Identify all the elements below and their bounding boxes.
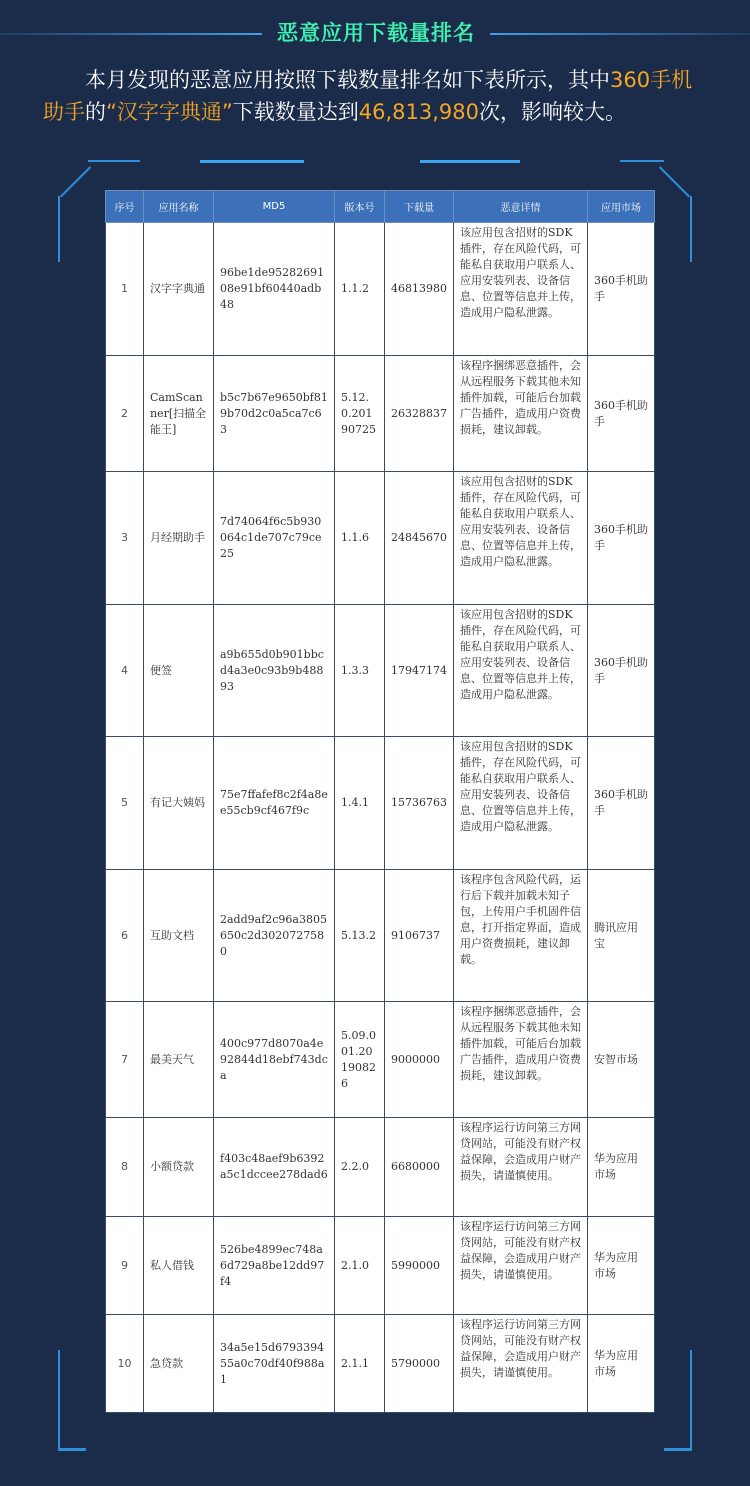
frame-top-segment-4	[620, 160, 664, 162]
intro-market-highlight: 360手机助手	[43, 68, 693, 124]
col-header-index: 序号	[106, 191, 144, 223]
cell-detail: 该程序运行访问第三方网贷网站，可能没有财产权益保障，会造成用户财产损失，请谨慎使用。	[454, 1315, 588, 1413]
intro-text-3: 下载数量达到	[232, 100, 359, 124]
cell-app-name: 便签	[144, 605, 214, 737]
cell-downloads: 5790000	[385, 1315, 454, 1413]
frame-corner-top-right	[659, 166, 690, 197]
cell-app-name: 有记大姨妈	[144, 737, 214, 870]
cell-market: 华为应用市场	[588, 1118, 655, 1217]
cell-downloads: 9106737	[385, 870, 454, 1002]
cell-detail: 该应用包含招财的SDK插件，存在风险代码，可能私自获取用户联系人、应用安装列表、设备信息、位置等信息并上传，造成用户隐私泄露。	[454, 223, 588, 356]
cell-index: 8	[106, 1118, 144, 1217]
cell-version: 5.13.2	[335, 870, 385, 1002]
cell-market: 360手机助手	[588, 737, 655, 870]
intro-text-2: 的	[85, 100, 106, 124]
frame-bottom-segment-right	[664, 1448, 692, 1451]
cell-downloads: 6680000	[385, 1118, 454, 1217]
intro-paragraph	[43, 64, 713, 128]
cell-detail: 该程序捆绑恶意插件，会从远程服务下载其他未知插件加载，可能后台加载广告插件，造成用户资费损耗，建议卸载。	[454, 1002, 588, 1118]
frame-top-segment-1	[88, 160, 140, 162]
cell-md5: 2add9af2c96a3805650c2d3020727580	[214, 870, 335, 1002]
intro-text-4: 次，影响较大。	[479, 100, 627, 124]
cell-index: 6	[106, 870, 144, 1002]
cell-version: 1.1.6	[335, 472, 385, 605]
cell-detail: 该程序运行访问第三方网贷网站，可能没有财产权益保障，会造成用户财产损失，请谨慎使用。	[454, 1217, 588, 1315]
cell-market: 360手机助手	[588, 356, 655, 472]
table-row	[106, 1118, 655, 1217]
table-row	[106, 472, 655, 605]
frame-left-bracket-top	[58, 196, 60, 262]
table-header-row	[106, 191, 655, 223]
cell-version: 2.1.0	[335, 1217, 385, 1315]
col-header-market: 应用市场	[588, 191, 655, 223]
cell-downloads: 15736763	[385, 737, 454, 870]
table-row	[106, 737, 655, 870]
table-row	[106, 870, 655, 1002]
cell-market: 360手机助手	[588, 605, 655, 737]
frame-top-segment-2	[200, 160, 304, 163]
col-header-app-name: 应用名称	[144, 191, 214, 223]
cell-index: 9	[106, 1217, 144, 1315]
table-row	[106, 1315, 655, 1413]
cell-md5: 400c977d8070a4e92844d18ebf743dca	[214, 1002, 335, 1118]
table-row	[106, 1217, 655, 1315]
cell-market: 腾讯应用宝	[588, 870, 655, 1002]
cell-downloads: 9000000	[385, 1002, 454, 1118]
frame-right-bracket-bottom	[690, 1350, 692, 1450]
table-row	[106, 356, 655, 472]
cell-app-name: CamScanner[扫描全能王]	[144, 356, 214, 472]
frame-right-bracket-top	[690, 196, 692, 262]
cell-index: 2	[106, 356, 144, 472]
cell-index: 10	[106, 1315, 144, 1413]
cell-version: 2.2.0	[335, 1118, 385, 1217]
cell-market: 360手机助手	[588, 223, 655, 356]
cell-detail: 该应用包含招财的SDK插件，存在风险代码，可能私自获取用户联系人、应用安装列表、设备信息、位置等信息并上传，造成用户隐私泄露。	[454, 737, 588, 870]
intro-count-highlight: 46,813,980	[358, 100, 480, 124]
cell-md5: f403c48aef9b6392a5c1dccee278dad6	[214, 1118, 335, 1217]
cell-app-name: 急贷款	[144, 1315, 214, 1413]
title-divider-left	[0, 33, 262, 35]
cell-md5: 526be4899ec748a6d729a8be12dd97f4	[214, 1217, 335, 1315]
table-row	[106, 1002, 655, 1118]
malicious-apps-table	[105, 190, 655, 1413]
cell-version: 5.12.0.20190725	[335, 356, 385, 472]
intro-app-highlight: “汉字字典通”	[106, 100, 233, 124]
cell-downloads: 26328837	[385, 356, 454, 472]
cell-index: 3	[106, 472, 144, 605]
cell-version: 1.3.3	[335, 605, 385, 737]
cell-app-name: 小额贷款	[144, 1118, 214, 1217]
col-header-version: 版本号	[335, 191, 385, 223]
cell-md5: 34a5e15d679339455a0c70df40f988a1	[214, 1315, 335, 1413]
cell-app-name: 月经期助手	[144, 472, 214, 605]
cell-market: 华为应用市场	[588, 1217, 655, 1315]
cell-downloads: 24845670	[385, 472, 454, 605]
cell-detail: 该应用包含招财的SDK插件，存在风险代码，可能私自获取用户联系人、应用安装列表、设备信息、位置等信息并上传，造成用户隐私泄露。	[454, 605, 588, 737]
cell-downloads: 17947174	[385, 605, 454, 737]
col-header-md5: MD5	[214, 191, 335, 223]
cell-detail: 该程序包含风险代码，运行后下载并加载未知子包，上传用户手机固件信息，打开指定界面，造成用户资费损耗，建议卸载。	[454, 870, 588, 1002]
col-header-detail: 恶意详情	[454, 191, 588, 223]
cell-index: 7	[106, 1002, 144, 1118]
intro-text-1: 本月发现的恶意应用按照下载数量排名如下表所示，其中	[85, 68, 610, 92]
cell-detail: 该程序捆绑恶意插件，会从远程服务下载其他未知插件加载，可能后台加载广告插件，造成用户资费损耗，建议卸载。	[454, 356, 588, 472]
cell-market: 华为应用市场	[588, 1315, 655, 1413]
cell-version: 5.09.001.20190826	[335, 1002, 385, 1118]
cell-downloads: 46813980	[385, 223, 454, 356]
cell-version: 1.4.1	[335, 737, 385, 870]
cell-market: 安智市场	[588, 1002, 655, 1118]
cell-market: 360手机助手	[588, 472, 655, 605]
frame-left-bracket-bottom	[58, 1350, 60, 1450]
frame-corner-top-left	[60, 166, 91, 197]
cell-index: 5	[106, 737, 144, 870]
frame-bottom-segment-left	[58, 1448, 86, 1451]
section-title: 恶意应用下载量排名	[277, 21, 475, 45]
cell-version: 1.1.2	[335, 223, 385, 356]
cell-app-name: 私人借钱	[144, 1217, 214, 1315]
table-row	[106, 223, 655, 356]
cell-app-name: 最美天气	[144, 1002, 214, 1118]
cell-md5: a9b655d0b901bbcd4a3e0c93b9b48893	[214, 605, 335, 737]
cell-md5: 96be1de9528269108e91bf60440adb48	[214, 223, 335, 356]
cell-app-name: 汉字字典通	[144, 223, 214, 356]
section-title-row	[0, 14, 750, 52]
cell-md5: b5c7b67e9650bf819b70d2c0a5ca7c63	[214, 356, 335, 472]
cell-md5: 7d74064f6c5b930064c1de707c79ce25	[214, 472, 335, 605]
cell-md5: 75e7ffafef8c2f4a8ee55cb9cf467f9c	[214, 737, 335, 870]
cell-version: 2.1.1	[335, 1315, 385, 1413]
table-row	[106, 605, 655, 737]
cell-detail: 该应用包含招财的SDK插件，存在风险代码，可能私自获取用户联系人、应用安装列表、设备信息、位置等信息并上传，造成用户隐私泄露。	[454, 472, 588, 605]
cell-app-name: 互助文档	[144, 870, 214, 1002]
col-header-downloads: 下载量	[385, 191, 454, 223]
frame-top-segment-3	[420, 160, 520, 163]
cell-index: 4	[106, 605, 144, 737]
cell-detail: 该程序运行访问第三方网贷网站，可能没有财产权益保障，会造成用户财产损失，请谨慎使用。	[454, 1118, 588, 1217]
cell-downloads: 5990000	[385, 1217, 454, 1315]
title-divider-right	[490, 33, 750, 35]
cell-index: 1	[106, 223, 144, 356]
